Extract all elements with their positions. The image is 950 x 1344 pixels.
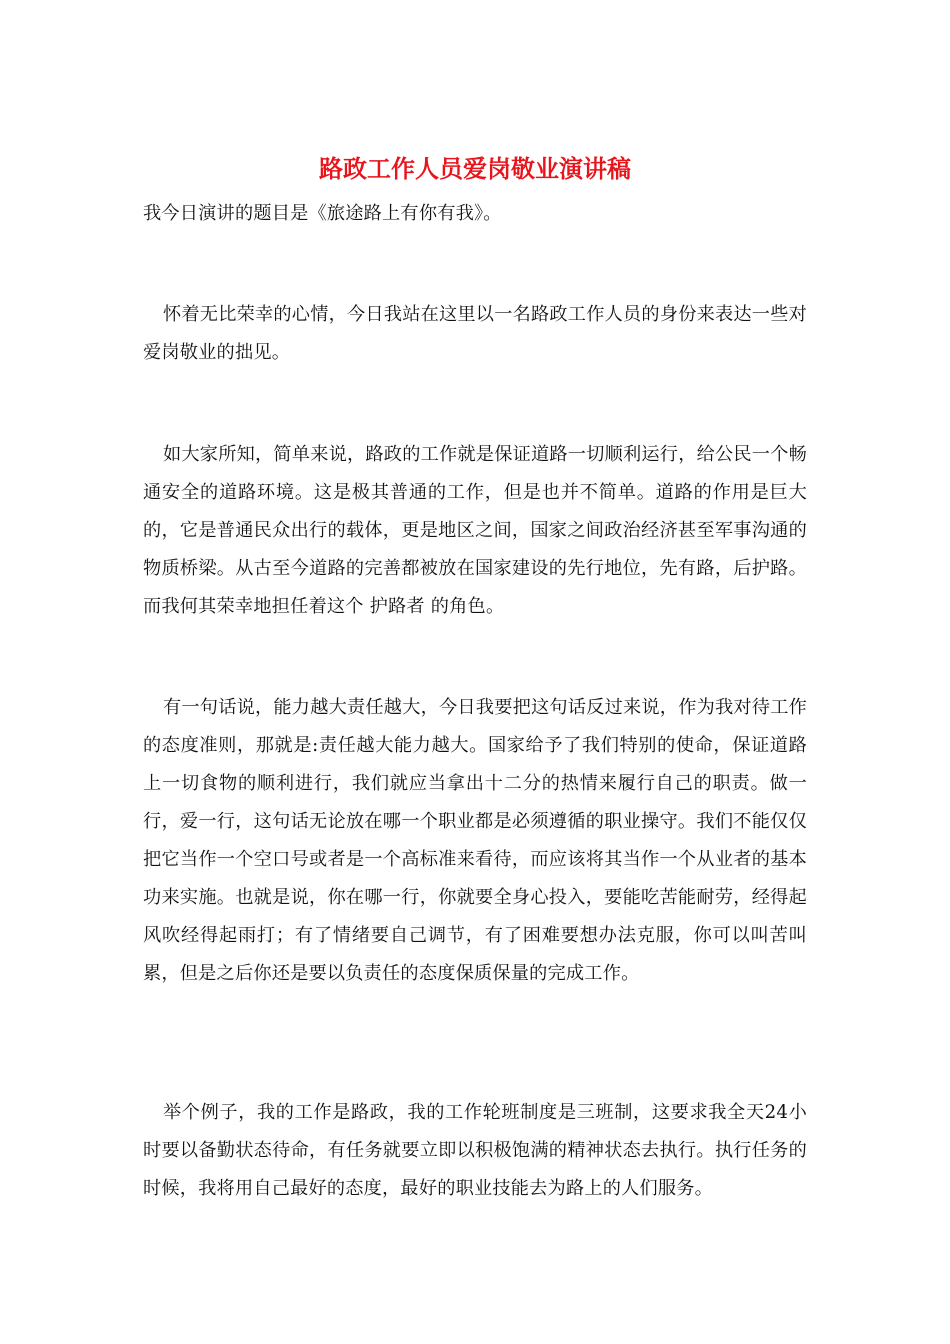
paragraph-road-work: 如大家所知，简单来说，路政的工作就是保证道路一切顺利运行，给公民一个畅通安全的道路环境。这是极其普通的工作，但是也并不简单。道路的作用是巨大的，它是普通民众出行的载体，更是地区之间，国家之间政治经济甚至军事沟通的物质桥梁。从古至今道路的完善都被放在国家建设的先行地位，先有路，后护路。而我何其荣幸地担任着这个 护路者 的角色。: [143, 444, 807, 617]
paragraph-intro: 怀着无比荣幸的心情，今日我站在这里以一名路政工作人员的身份来表达一些对爱岗敬业的拙见。: [143, 304, 807, 363]
paragraph-example: 举个例子，我的工作是路政，我的工作轮班制度是三班制，这要求我全天24小时要以备勤状态待命，有任务就要立即以积极饱满的精神状态去执行。执行任务的时候，我将用自己最好的态度，最好的职业技能去为路上的人们服务。: [143, 1102, 807, 1199]
paragraph-topic: 我今日演讲的题目是《旅途路上有你有我》。: [143, 203, 502, 224]
paragraph-responsibility: 有一句话说，能力越大责任越大，今日我要把这句话反过来说，作为我对待工作的态度准则，那就是:责任越大能力越大。国家给予了我们特别的使命，保证道路上一切食物的顺利进行，我们就应当拿出十二分的热情来履行自己的职责。做一行，爱一行，这句话无论放在哪一个职业都是必须遵循的职业操守。我们不能仅仅把它当作一个空口号或者是一个高标准来看待，而应该将其当作一个从业者的基本功来实施。也就是说，你在哪一行，你就要全身心投入，要能吃苦能耐劳，经得起风吹经得起雨打；有了情绪要自己调节，有了困难要想办法克服，你可以叫苦叫累，但是之后你还是要以负责任的态度保质保量的完成工作。: [143, 697, 807, 984]
document-title: 路政工作人员爱岗敬业演讲稿: [319, 154, 631, 183]
